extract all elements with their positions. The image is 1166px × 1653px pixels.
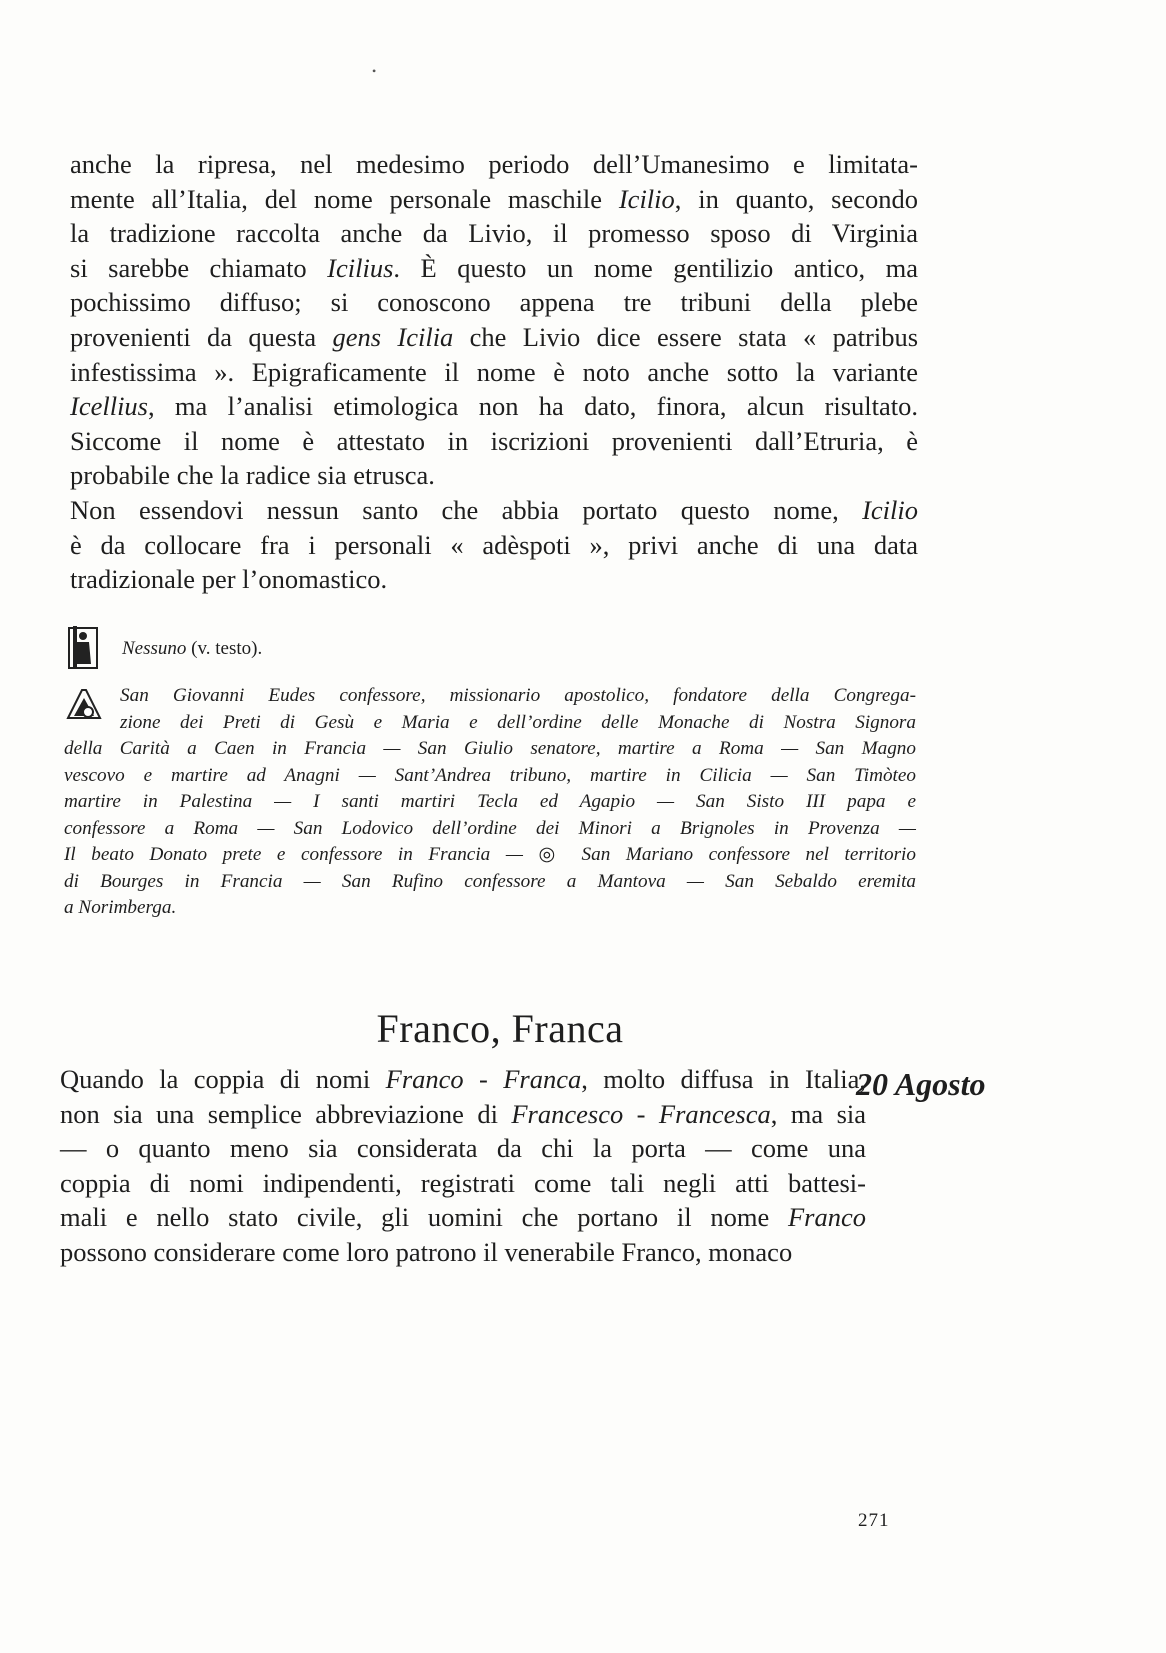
patron-text — [122, 638, 262, 660]
text-run: , in quanto, secondo — [674, 183, 919, 214]
text-run: tradizionale per l’onomastico. — [70, 564, 388, 595]
calendar-line: Il beato Donato prete e confessore in Francia — ◎ San Mariano confessore nel territorio — [64, 844, 916, 865]
text-run: anche la ripresa, nel medesimo periodo dell’Umanesimo e limitata- — [70, 149, 918, 179]
calendar-line: della Carità a Caen in Francia — San Giulio senatore, martire a Roma — San Magno — [64, 738, 916, 759]
italic-name: Icilio — [862, 494, 918, 525]
text-run: , ma l’analisi etimologica non ha dato, finora, alcun risultato. — [148, 391, 918, 422]
text-run: è da collocare fra i personali « adèspoti », privi anche di una data — [70, 529, 918, 560]
text-run: provenienti da questa — [70, 321, 333, 352]
franco-line — [60, 1166, 866, 1201]
franco-line — [60, 1131, 866, 1166]
text-run: possono considerare come loro patrono il venerabile Franco, monaco — [60, 1236, 793, 1267]
text-run: , ma sia — [770, 1098, 867, 1129]
calendar-line: martire in Palestina — I santi martiri Tecla ed Agapio — San Sisto III papa e — [64, 791, 916, 812]
italic-name: Icilius — [327, 252, 394, 283]
entry-date: 20 Agosto — [856, 1066, 986, 1102]
calendar-line: confessore a Roma — San Lodovico dell’ordine dei Minori a Brignoles in Provenza — — [64, 817, 916, 839]
text-run: probabile che la radice sia etrusca. — [70, 460, 435, 491]
icilio-line — [70, 562, 918, 597]
italic-name: Francesco - Francesca — [511, 1098, 771, 1129]
icilio-line — [70, 320, 918, 355]
text-run: non sia una semplice abbreviazione di — [60, 1098, 512, 1129]
text-run: Quando la coppia di nomi — [60, 1064, 386, 1094]
text-run: . È questo un nome gentilizio antico, ma — [393, 252, 918, 283]
patron-name: Nessuno — [122, 638, 187, 659]
icilio-line — [70, 285, 918, 320]
icilio-line — [70, 216, 918, 251]
italic-name: Franco - Franca — [385, 1064, 582, 1094]
text-run: , molto diffusa in Italia, — [581, 1064, 867, 1094]
calendar-line: di Bourges in Francia — San Rufino confessore a Mantova — San Sebaldo eremita — [64, 870, 916, 892]
text-run: che Livio dice essere stata « patribus — [453, 321, 919, 352]
franco-body-text — [60, 1062, 866, 1270]
icilio-line — [70, 424, 918, 459]
patron-row — [68, 624, 768, 672]
italic-name: Icellius — [70, 391, 148, 422]
text-run: pochissimo diffuso; si conoscono appena tre tribuni della plebe — [70, 287, 918, 318]
text-run: infestissima ». Epigraficamente il nome è noto anche sotto la variante — [70, 356, 918, 387]
text-run: Non essendovi nessun santo che abbia portato questo nome, — [70, 494, 863, 525]
patron-note: (v. testo). — [186, 638, 263, 659]
icilio-line — [70, 389, 918, 424]
text-run: mali e nello stato civile, gli uomini che portano il nome — [60, 1202, 788, 1233]
franco-line — [60, 1062, 866, 1097]
icilio-line — [70, 528, 918, 563]
icilio-body-text — [70, 147, 918, 597]
calendar-line: San Giovanni Eudes confessore, missionario apostolico, fondatore della Congrega- — [120, 685, 916, 706]
franco-line — [60, 1097, 866, 1132]
header-mark: • — [372, 64, 377, 78]
italic-name: gens Icilia — [332, 321, 454, 352]
text-run: coppia di nomi indipendenti, registrati come tali negli atti battesi- — [60, 1167, 866, 1198]
text-run: mente all’Italia, del nome personale maschile — [70, 183, 619, 214]
text-run: si sarebbe chiamato — [70, 252, 328, 283]
saints-calendar — [64, 683, 916, 922]
icilio-line — [70, 182, 918, 217]
italic-name: Icilio — [618, 183, 675, 214]
calendar-line: a Norimberga. — [64, 897, 177, 918]
franco-line — [60, 1235, 866, 1270]
calendar-line: vescovo e martire ad Anagni — Sant’Andrea tribuno, martire in Cilicia — San Timòteo — [64, 764, 916, 786]
icilio-line — [70, 355, 918, 390]
text-run: — o quanto meno sia considerata da chi la porta — come una — [60, 1133, 866, 1164]
saint-figure-icon — [68, 624, 98, 670]
calendar-line: zione dei Preti di Gesù e Maria e dell’ordine delle Monache di Nostra Signora — [120, 711, 916, 733]
icilio-line — [70, 493, 918, 528]
franco-line — [60, 1200, 866, 1235]
icilio-line — [70, 458, 918, 493]
icilio-line — [70, 251, 918, 286]
italic-name: Franco — [787, 1202, 866, 1233]
icilio-line — [70, 147, 918, 182]
entry-title: Franco, Franca — [376, 1006, 624, 1051]
text-run: Siccome il nome è attestato in iscrizioni provenienti dall’Etruria, è — [70, 425, 918, 456]
page-number: 271 — [858, 1510, 890, 1531]
text-run: la tradizione raccolta anche da Livio, il promesso sposo di Virginia — [70, 218, 918, 249]
